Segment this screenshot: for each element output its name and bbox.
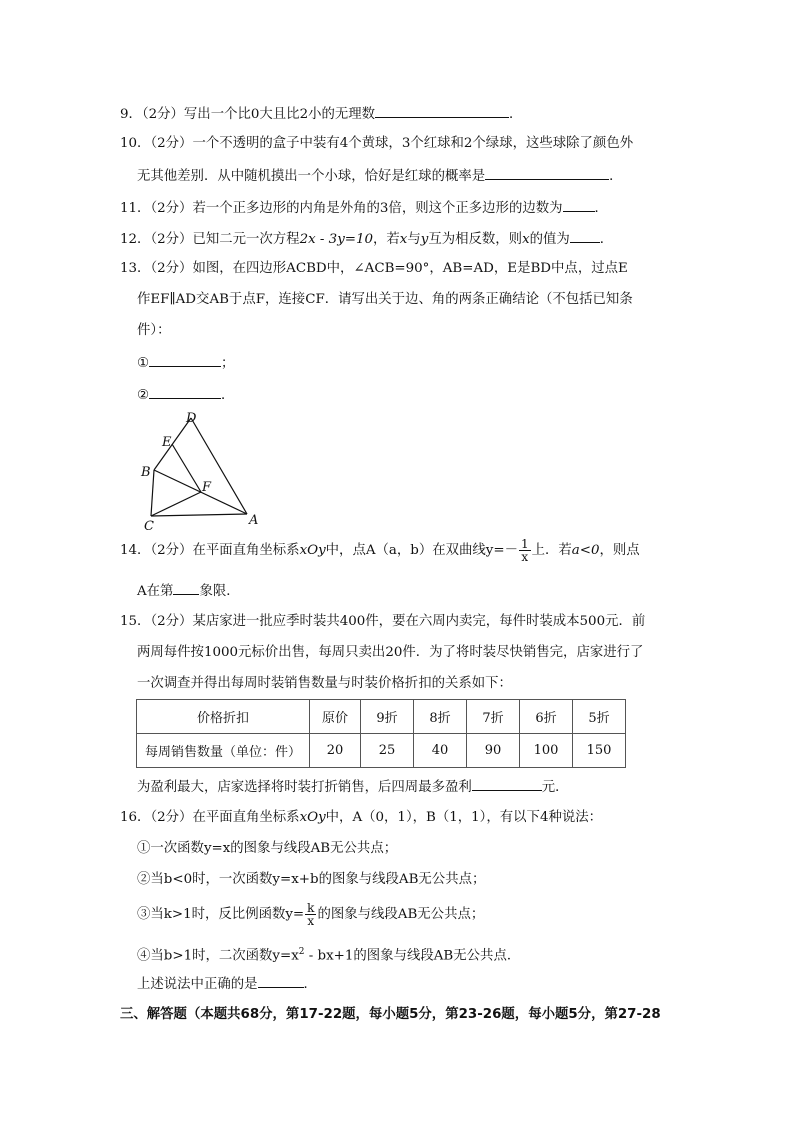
statement-1: ①一次函数y=x的图象与线段AB无公共点； [137,841,398,856]
question-text: 如图，在四边形ACBD中，∠ACB=90°，AB=AD，E是BD中点，过点E [192,261,628,276]
question-15-line-2 [137,643,643,663]
question-13-answer-2: ② ． [137,384,234,406]
answer-blank[interactable] [485,165,609,180]
table-cell: 原价 [310,700,361,734]
question-16: 16．（2分）在平面直角坐标系xOy中，A（0，1），B（1，1），有以下4种说法： [120,810,603,825]
question-text: 某店家进一批应季时装共400件，要在六周内卖完，每件时装成本500元．前 [192,614,646,629]
label-b: B [141,465,151,480]
fraction: $\frac{k}{x}$ [307,901,315,928]
question-12: 12．（2分）已知二元一次方程2x - 3y=10，若x与y互为相反数，则x的值为 ． [120,228,613,250]
label-f: F [202,480,212,495]
equation: 2x - 3y=10 [299,232,374,247]
answer-blank[interactable] [563,197,595,212]
sales-table [136,699,626,768]
table-cell: 150 [573,734,626,768]
question-text: 写出一个比0大且比2小的无理数 [183,107,376,122]
question-16-conclusion: 上述说法中正确的是 ． [137,973,317,995]
question-text: 作EF∥AD交AB于点F，连接CF．请写出关于边、角的两条正确结论（不包括已知条 [137,292,633,307]
question-text: 一个不透明的盒子中装有4个黄球，3个红球和2个绿球，这些球除了颜色外 [192,136,634,151]
question-text: 无其他差别．从中随机摸出一个小球，恰好是红球的概率是 [137,169,486,184]
statement-4: ④当b>1时，二次函数$y=x^2 - bx+1$的图象与线段AB无公共点． [137,947,521,964]
table-cell: 价格折扣 [137,700,310,734]
table-cell: 90 [467,734,520,768]
table-cell: 25 [361,734,414,768]
question-15 [120,612,645,632]
table-cell: 7折 [467,700,520,734]
question-number: 13． [120,261,151,276]
question-number: 11． [120,201,151,216]
score: （2分） [150,261,193,276]
question-text: 两周每件按1000元标价出售，每周只卖出20件．为了将时装尽快销售完，店家进行了 [137,645,644,660]
table-cell: 5折 [573,700,626,734]
question-text: 一次调查并得出每周时装销售数量与时装价格折扣的关系如下： [137,676,512,691]
answer-blank[interactable] [258,973,304,988]
answer-blank[interactable] [149,352,221,367]
table-row [137,700,626,734]
label-d: D [186,411,197,426]
score: （2分） [150,201,193,216]
answer-blank[interactable] [149,384,221,399]
question-14-line-2: A在第 象限． [137,580,240,602]
question-13-line-2 [137,290,633,310]
question-11: 11．（2分）若一个正多边形的内角是外角的3倍，则这个正多边形的边数为 ． [120,197,608,219]
question-number: 10． [120,136,151,151]
question-13-answer-1: ① ； [137,352,234,374]
question-10-line-2: 无其他差别．从中随机摸出一个小球，恰好是红球的概率是 ． [137,165,623,187]
question-number: 14． [120,543,151,558]
question-15-after: 为盈利最大，店家选择将时装打折销售，后四周最多盈利 元． [137,776,569,798]
quadrilateral-figure [130,406,270,534]
answer-blank[interactable] [375,103,509,118]
score: （2分） [150,614,193,629]
table-cell: 40 [414,734,467,768]
fraction: $\frac{1}{x}$ [520,537,529,564]
question-13 [120,259,628,279]
statement-3: ③当k>1时，反比例函数y= $\frac{k}{x}$ 的图象与线段AB无公共点； [137,901,485,928]
question-number: 9． [120,107,142,122]
question-9: 9．（2分）写出一个比0大且比2小的无理数 ． [120,103,522,125]
label-e: E [162,435,172,450]
table-cell: 20 [310,734,361,768]
answer-blank[interactable] [570,228,600,243]
table-cell: 100 [520,734,573,768]
question-text: 若一个正多边形的内角是外角的3倍，则这个正多边形的边数为 [192,201,563,216]
table-cell: 8折 [414,700,467,734]
question-10 [120,134,633,154]
score: （2分） [150,810,193,825]
table-cell: 每周销售数量（单位：件） [137,734,310,768]
question-14: 14．（2分）在平面直角坐标系xOy中，点A（a，b）在双曲线y=－ $\frac{1}{x}$ 上．若a<0，则点 [120,537,640,564]
score: （2分） [150,136,193,151]
answer-blank[interactable] [472,776,542,791]
score: （2分） [141,107,184,122]
table-row [137,734,626,768]
question-13-line-3 [137,321,170,341]
statement-2: ②当b<0时，一次函数y=x+b的图象与线段AB无公共点； [137,872,486,887]
table-cell: 9折 [361,700,414,734]
question-number: 15． [120,614,151,629]
label-a: A [249,513,259,528]
table-cell: 6折 [520,700,573,734]
question-number: 12． [120,232,151,247]
score: （2分） [150,543,193,558]
score: （2分） [150,232,193,247]
question-text: 件）： [137,323,171,338]
question-number: 16． [120,810,151,825]
section-heading: 三、解答题（本题共68分，第17-22题，每小题5分，第23-26题，每小题5分，第27-28 [120,1007,661,1022]
question-15-line-3 [137,674,512,694]
answer-blank[interactable] [173,580,199,595]
label-c: C [144,519,154,534]
